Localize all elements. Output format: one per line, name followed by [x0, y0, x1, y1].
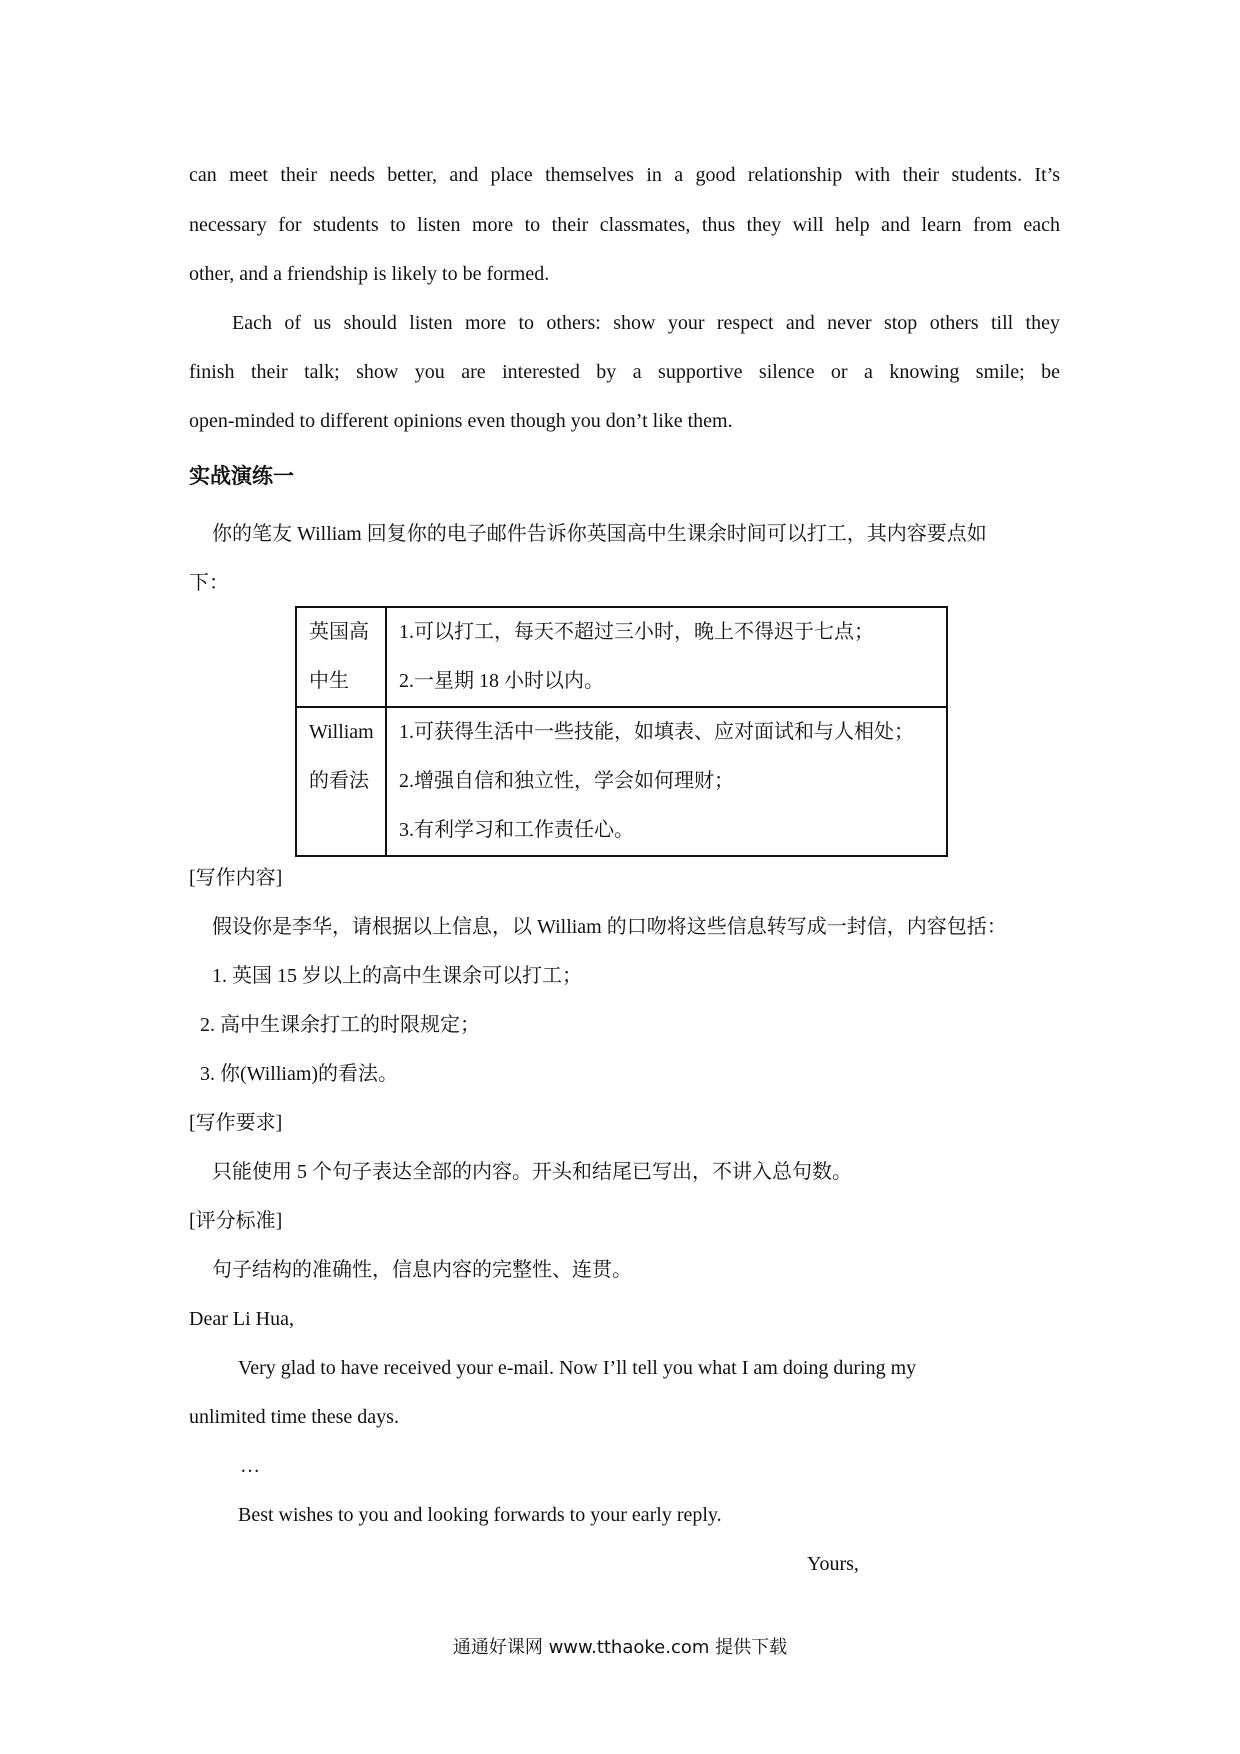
row-item: 2.一星期 18 小时以内。 — [399, 670, 604, 692]
table-row — [296, 707, 947, 856]
section-title: 实战演练一 — [189, 464, 294, 488]
info-table — [295, 606, 948, 857]
letter-ellipsis: … — [240, 1455, 260, 1477]
essay-para2-line-3: open-minded to different opinions even though you don’t like them. — [189, 410, 733, 432]
writing-content-label: [写作内容] — [189, 867, 283, 889]
section-intro-line-1: 你的笔友 William 回复你的电子邮件告诉你英国高中生课余时间可以打工，其内容要点如 — [212, 523, 987, 545]
row-content-cell — [386, 607, 947, 707]
row-header-line: 英国高 — [309, 621, 369, 643]
scoring-text: 句子结构的准确性，信息内容的完整性、连贯。 — [212, 1259, 632, 1281]
row-header-cell — [296, 607, 386, 707]
letter-salutation: Dear Li Hua, — [189, 1308, 294, 1330]
letter-signoff: Yours, — [807, 1553, 859, 1575]
essay-line-3: other, and a friendship is likely to be formed. — [189, 263, 550, 285]
page-footer: 通通好课网 www.tthaoke.com 提供下载 — [452, 1637, 788, 1658]
essay-line-1: can meet their needs better, and place themselves in a good relationship with their students. It’s — [189, 164, 1060, 186]
essay-para2-line-2: finish their talk; show you are interested by a supportive silence or a knowing smile; be — [189, 361, 1060, 383]
row-header-cell — [296, 707, 386, 856]
writing-content-point-2: 2. 高中生课余打工的时限规定； — [200, 1014, 480, 1036]
section-intro-line-2: 下： — [189, 572, 229, 594]
writing-content-intro: 假设你是李华，请根据以上信息，以 William 的口吻将这些信息转写成一封信，内容包括： — [212, 916, 1007, 938]
scoring-label: [评分标准] — [189, 1210, 283, 1232]
writing-content-point-1: 1. 英国 15 岁以上的高中生课余可以打工； — [212, 965, 582, 987]
writing-content-point-3: 3. 你(William)的看法。 — [200, 1063, 399, 1085]
table-row — [296, 607, 947, 707]
essay-line-2: necessary for students to listen more to their classmates, thus they will help and learn from each — [189, 214, 1060, 236]
row-header-line: 的看法 — [309, 770, 369, 792]
row-header-line: William — [309, 721, 374, 743]
row-item: 1.可获得生活中一些技能，如填表、应对面试和与人相处； — [399, 721, 914, 743]
letter-body-line-1: Very glad to have received your e-mail. Now I’ll tell you what I am doing during my — [238, 1357, 917, 1379]
writing-requirements-text: 只能使用 5 个句子表达全部的内容。开头和结尾已写出，不讲入总句数。 — [212, 1161, 852, 1183]
row-content-cell — [386, 707, 947, 856]
essay-para2-line-1: Each of us should listen more to others: show your respect and never stop others till they — [232, 312, 1060, 334]
row-item: 1.可以打工，每天不超过三小时，晚上不得迟于七点； — [399, 621, 874, 643]
row-header-line: 中生 — [309, 670, 349, 692]
writing-requirements-label: [写作要求] — [189, 1112, 283, 1134]
letter-closing: Best wishes to you and looking forwards to your early reply. — [238, 1504, 722, 1526]
row-item: 2.增强自信和独立性，学会如何理财； — [399, 770, 734, 792]
letter-body-line-2: unlimited time these days. — [189, 1406, 399, 1428]
row-item: 3.有利学习和工作责任心。 — [399, 819, 634, 841]
